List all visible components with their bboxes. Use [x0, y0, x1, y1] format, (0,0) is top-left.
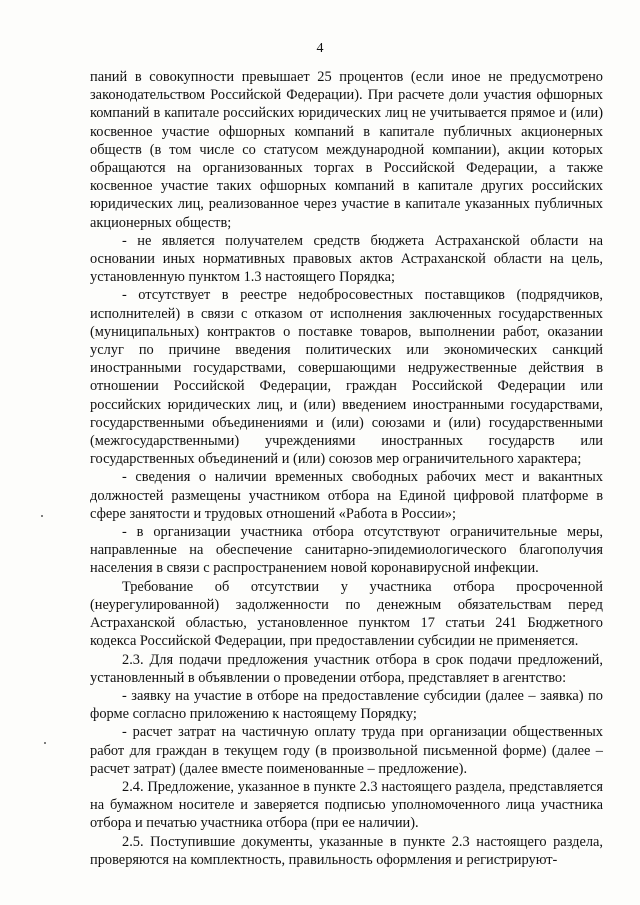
paragraph-no-budget-funds: - не является получателем средств бюджета Астраханской области на основании иных нормативных правовых актов Астраханской области на цель, установленную пунктом 1.3 настоящего Порядка; — [90, 232, 603, 286]
scan-speck — [44, 742, 46, 744]
paragraph-restrictive-measures: - в организации участника отбора отсутствуют ограничительные меры, направленные на обеспечение санитарно-эпидемиологического благополучия населения в связи с распространением новой коронавирусной инфекции. — [90, 524, 603, 577]
paragraph-application: - заявку на участие в отборе на предоставление субсидии (далее – заявка) по форме согласно приложению к настоящему Порядку; — [90, 687, 603, 723]
paragraph-debt-requirement: Требование об отсутствии у участника отбора просроченной (неурегулированной) задолженности по денежным обязательствам перед Астраханской областью, установленное пунктом 17 статьи 241 Бюджетного кодекса Российской Федерации, при предоставлении субсидии не применяется. — [90, 578, 603, 650]
paragraph-2-3: 2.3. Для подачи предложения участник отбора в срок подачи предложений, установленный в объявлении о проведении отбора, представляет в агентство: — [90, 651, 603, 686]
paragraph-2-4: 2.4. Предложение, указанное в пункте 2.3 настоящего раздела, представляется на бумажном носителе и заверяется подписью уполномоченного лица участника отбора и печатью участника отбора (при ее наличии). — [90, 778, 603, 832]
document-body — [90, 68, 603, 869]
page-number: 4 — [316, 41, 324, 56]
paragraph-2-5: 2.5. Поступившие документы, указанные в пункте 2.3 настоящего раздела, проверяются на комплектность, правильность оформления и регистрируют- — [90, 833, 603, 868]
paragraph-vacancies-info: - сведения о наличии временных свободных рабочих мест и вакантных должностей размещены участником отбора на Единой цифровой платформе в сфере занятости и трудовых отношений «Работа в России»; — [90, 469, 603, 522]
paragraph-unreliable-suppliers-registry: - отсутствует в реестре недобросовестных поставщиков (подрядчиков, исполнителей) в связи с отказом от исполнения заключенных государственных (муниципальных) контрактов о поставке товаров, выполнении работ, оказании услуг по причине введения политических или экономических санкций иностранными государствами, совершающими недружественные действия в отношении Российской Федерации, граждан Российской Федерации или российских юридических лиц, и (или) введением иностранными государствами, государственными объединениями и (или) союзами и (или) государственными (межгосударственными) учреждениями иностранных государств или государственных объединений и (или) союзов мер ограничительного характера; — [90, 287, 603, 468]
scan-speck — [41, 515, 43, 517]
paragraph-cost-calculation: - расчет затрат на частичную оплату труда при организации общественных работ для граждан в текущем году (в произвольной письменной форме) (далее – расчет затрат) (далее вместе поименованные – предложение). — [90, 724, 603, 777]
paragraph-offshore-participation: паний в совокупности превышает 25 процентов (если иное не предусмотрено законодательством Российской Федерации). При расчете доли участия офшорных компаний в капитале российских юридических лиц не учитывается прямое и (или) косвенное участие офшорных компаний в капитале публичных акционерных обществ (в том числе со статусом международной компании), акции которых обращаются на организованных торгах в Российской Федерации, а также косвенное участие таких офшорных компаний в капитале других российских юридических лиц, реализованное через участие в капитале указанных публичных акционерных обществ; — [90, 69, 603, 231]
